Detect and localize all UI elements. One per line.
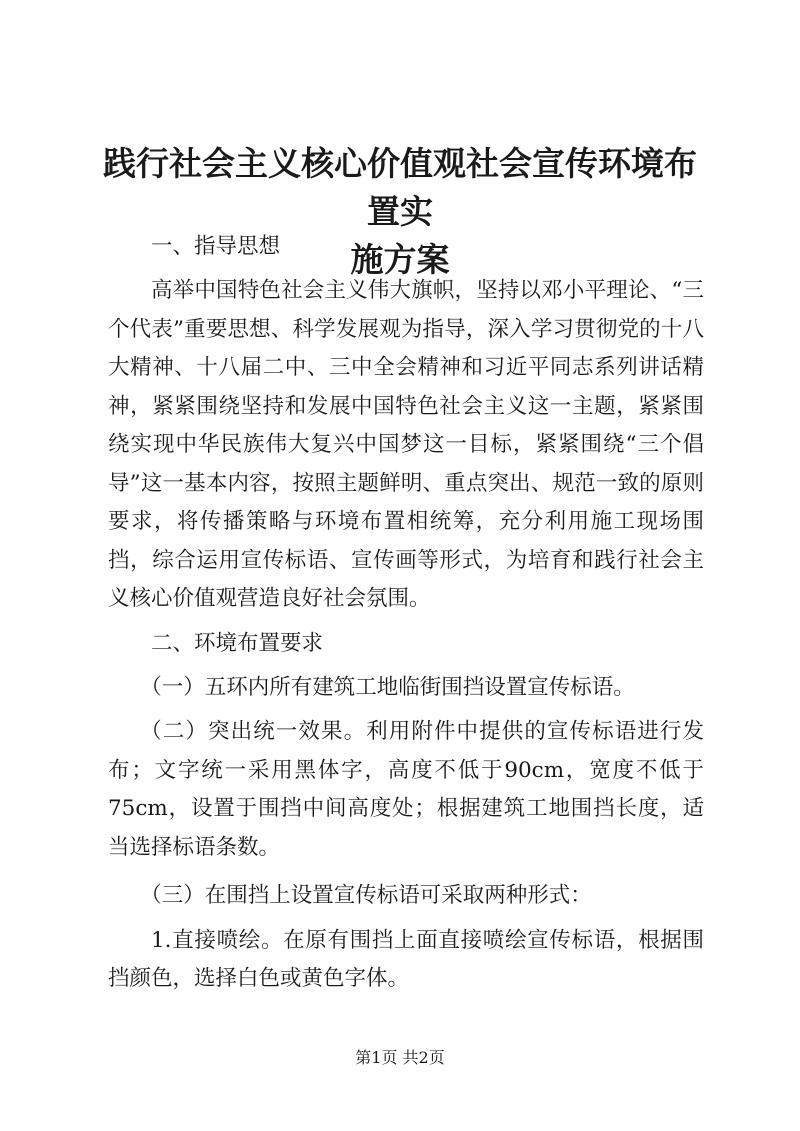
- title-line-1: 践行社会主义核心价值观社会宣传环境布置实: [103, 144, 697, 231]
- requirement-item-3: （三）在围挡上设置宣传标语可采取两种形式：: [140, 883, 592, 908]
- document-body: [108, 228, 704, 999]
- page-footer: 第1页 共2页: [355, 1048, 445, 1067]
- requirement-item-4: 1.直接喷绘。在原有围挡上面直接喷绘宣传标语，根据围挡颜色，选择白色或黄色字体。: [108, 927, 704, 991]
- section-heading-requirements: 二、环境布置要求: [151, 630, 324, 656]
- requirement-item-2: （二）突出统一效果。利用附件中提供的宣传标语进行发布；文字统一采用黑体字，高度不低于90cm，宽度不低于75cm，设置于围挡中间高度处；根据建筑工地围挡长度，适当选择标语条数。: [108, 719, 704, 860]
- requirement-item-1: （一）五环内所有建筑工地临街围挡设置宣传标语。: [140, 674, 635, 700]
- title-line-2: 施方案: [350, 240, 450, 279]
- section-heading-guiding-ideology: 一、指导思想: [151, 234, 281, 259]
- paragraph-guiding-ideology: 高举中国特色社会主义伟大旗帜，坚持以邓小平理论、“三个代表”重要思想、科学发展观为指导，深入学习贯彻党的十八大精神、十八届二中、三中全会精神和习近平同志系列讲话精神，紧紧围绕坚持和发展中国特色社会主义这一主题，紧紧围绕实现中华民族伟大复兴中国梦这一目标，紧紧围绕“三个倡导”这一基本内容，按照主题鲜明、重点突出、规范一致的原则要求，将传播策略与环境布置相统筹，充分利用施工现场围挡，综合运用宣传标语、宣传画等形式，为培育和践行社会主义核心价值观营造良好社会氛围。: [108, 278, 704, 611]
